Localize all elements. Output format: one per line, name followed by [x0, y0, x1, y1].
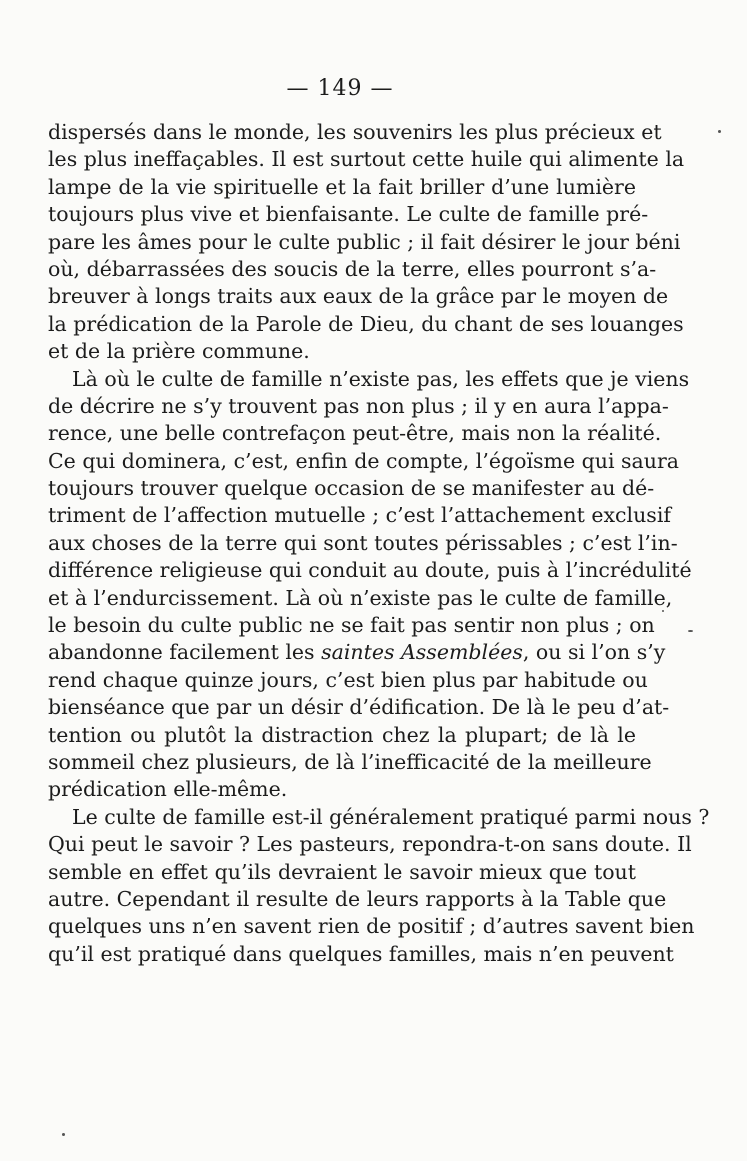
line-text: triment de l’affection mutuelle ; c’est l’attachement exclusif	[48, 503, 671, 528]
line-text: les plus ineffaçables. Il est surtout cette huile qui alimente la	[48, 147, 685, 172]
text-line	[48, 749, 652, 776]
line-text: où, débarrassées des soucis de la terre, elles pourront s’a-	[48, 256, 657, 281]
line-text: qu’il est pratiqué dans quelques familles, mais n’en peuvent	[48, 941, 674, 966]
text-line	[48, 502, 671, 529]
text-line	[48, 475, 655, 502]
text-line	[48, 420, 662, 447]
text-line	[48, 859, 636, 886]
text-line	[48, 201, 649, 228]
text-line	[48, 119, 662, 146]
line-text: et de la prière commune.	[48, 339, 310, 364]
text-line	[48, 338, 636, 365]
line-text: Qui peut le savoir ? Les pasteurs, repondra-t-on sans doute. Il	[48, 832, 692, 857]
text-line	[48, 831, 692, 858]
body-text	[48, 119, 710, 968]
line-text: rence, une belle contrefaçon peut-être, mais non la réalité.	[48, 421, 662, 446]
text-line	[48, 174, 636, 201]
line-text: bienséance que par un désir d’édification. De là le peu d’at-	[48, 695, 670, 720]
line-text: sommeil chez plusieurs, de là l’inefficacité de la meilleure	[48, 749, 652, 774]
line-text: semble en effet qu’ils devraient le savoir mieux que tout	[48, 859, 636, 884]
scan-speck	[688, 630, 693, 632]
line-text: autre. Cependant il resulte de leurs rapports à la Table que	[48, 886, 667, 911]
text-line	[48, 311, 684, 338]
line-text: toujours plus vive et bienfaisante. Le culte de famille pré-	[48, 202, 649, 227]
text-line	[48, 941, 674, 968]
line-text: Ce qui dominera, c’est, enfin de compte, l’égoïsme qui saura	[48, 448, 679, 473]
line-text: , ou si l’on s’y	[522, 640, 666, 665]
text-line	[48, 913, 695, 940]
line-text: différence religieuse qui conduit au doute, puis à l’incrédulité	[48, 558, 692, 583]
line-text: lampe de la vie spirituelle et la fait briller d’une lumière	[48, 174, 636, 199]
text-line	[48, 886, 667, 913]
text-line	[48, 448, 679, 475]
line-text: de décrire ne s’y trouvent pas non plus ; il y en aura l’appa-	[48, 393, 669, 418]
text-line	[48, 804, 710, 831]
text-line	[48, 722, 636, 749]
line-text: toujours trouver quelque occasion de se manifester au dé-	[48, 476, 655, 501]
text-line	[48, 612, 655, 639]
text-line	[48, 530, 678, 557]
text-line	[48, 639, 666, 666]
line-text: abandonne facilement les	[48, 640, 322, 665]
line-text: dispersés dans le monde, les souvenirs les plus précieux et	[48, 120, 662, 144]
text-line	[48, 229, 681, 256]
line-text: tention ou plutôt la distraction chez la plupart; de là le	[48, 722, 636, 747]
page-number: — 149 —	[286, 76, 394, 101]
line-text: et à l’endurcissement. Là où n’existe pas le culte de famille,	[48, 585, 673, 610]
text-line	[48, 694, 670, 721]
line-text: prédication elle-même.	[48, 777, 288, 802]
text-line	[48, 366, 690, 393]
line-text: la prédication de la Parole de Dieu, du chant de ses louanges	[48, 311, 684, 336]
line-text: le besoin du culte public ne se fait pas sentir non plus ; on	[48, 613, 655, 638]
line-text: aux choses de la terre qui sont toutes périssables ; c’est l’in-	[48, 530, 678, 555]
text-line	[48, 393, 669, 420]
line-text: Le culte de famille est-il généralement pratiqué parmi nous ?	[72, 804, 710, 829]
text-line	[48, 667, 648, 694]
text-line	[48, 557, 692, 584]
text-line	[48, 283, 669, 310]
line-text: breuver à longs traits aux eaux de la grâce par le moyen de	[48, 284, 669, 309]
line-text: rend chaque quinze jours, c’est bien plus par habitude ou	[48, 667, 648, 692]
line-text: quelques uns n’en savent rien de positif ; d’autres savent bien	[48, 914, 695, 939]
line-text: pare les âmes pour le culte public ; il fait désirer le jour béni	[48, 229, 681, 254]
text-line	[48, 146, 685, 173]
text-line	[48, 776, 636, 803]
text-line	[48, 256, 657, 283]
text-line	[48, 585, 673, 612]
line-text: Là où le culte de famille n’existe pas, les effets que je viens	[72, 366, 690, 391]
scan-speck	[662, 610, 664, 612]
scan-speck	[62, 1133, 65, 1136]
italic-text: saintes Assemblées	[321, 640, 523, 665]
scan-speck	[718, 130, 721, 133]
